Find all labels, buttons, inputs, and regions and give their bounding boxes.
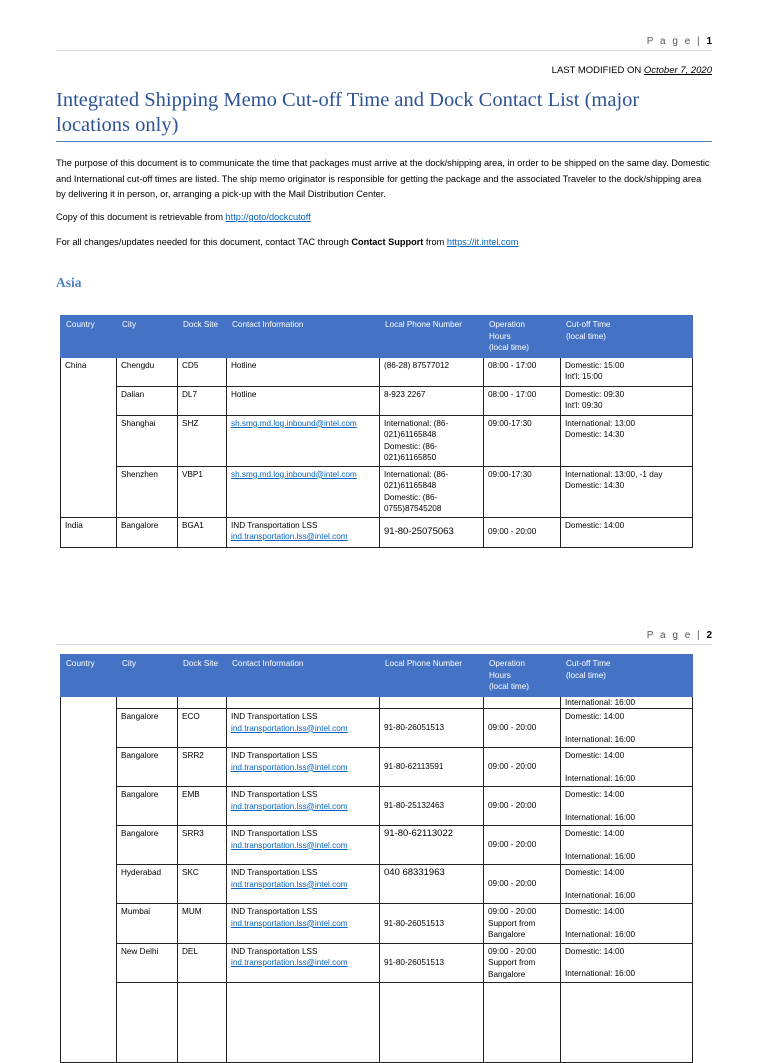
cell-dock-site: SRR2 [178, 748, 227, 787]
title-rule [56, 141, 712, 142]
phone-line: 8-923 2267 [384, 389, 426, 399]
cell-city: Bangalore [117, 826, 178, 865]
contact-email-link[interactable]: ind.transportation.lss@intel.com [231, 879, 348, 889]
cell-city: Shanghai [117, 415, 178, 466]
hours-line: Support from [488, 958, 536, 967]
hours-line: 08:00 - 17:00 [488, 389, 537, 399]
cell-city: Bangalore [117, 787, 178, 826]
cell-cutoff [561, 415, 693, 466]
copy-paragraph [56, 210, 712, 226]
cutoff-international: International: 16:00 [565, 734, 636, 744]
cell-contact [227, 415, 380, 466]
hours-line: 08:00 - 17:00 [488, 360, 537, 370]
phone-line: International: (86- [384, 418, 449, 428]
cell-phone: 91-80-26051513 [380, 904, 484, 944]
cell-cutoff [561, 466, 693, 517]
contact-name: IND Transportation LSS [231, 751, 318, 760]
page-label: P a g e | [646, 36, 702, 47]
cell-cutoff: International: 16:00 [561, 696, 693, 709]
header-country: Country [61, 316, 117, 358]
table-row [61, 787, 693, 826]
cutoff-line: Domestic: 14:00 [565, 520, 625, 530]
cell-contact [227, 357, 380, 386]
contact-name: Hotline [231, 360, 257, 370]
cell-empty [484, 983, 561, 1063]
cell-city: Hyderabad [117, 865, 178, 904]
dockcutoff-link[interactable]: http://goto/dockcutoff [225, 212, 311, 222]
contact-email-link[interactable]: ind.transportation.lss@intel.com [231, 532, 348, 541]
cell-hours [484, 865, 561, 904]
cell-empty [380, 983, 484, 1063]
contact-name: IND Transportation LSS [231, 829, 318, 838]
cell-cutoff [561, 709, 693, 748]
phone-line: Domestic: (86- [384, 441, 438, 451]
contact-email-link[interactable]: ind.transportation.lss@intel.com [231, 723, 348, 733]
table-header-row [61, 655, 693, 697]
header-contact: Contact Information [227, 655, 380, 697]
cutoff-line: Domestic: 15:00 [565, 360, 625, 370]
header-dock-site: Dock Site [178, 655, 227, 697]
cell-empty [227, 983, 380, 1063]
header-phone: Local Phone Number [380, 655, 484, 697]
cell-hours [484, 466, 561, 517]
phone-line: Domestic: (86- [384, 492, 438, 502]
table-row-empty [61, 983, 693, 1063]
header-hours-line: (local time) [489, 682, 530, 691]
header-cutoff-line: Cut-off Time [566, 659, 611, 668]
cell-city: Mumbai [117, 904, 178, 944]
phone-line: 021)61165850 [384, 453, 437, 462]
header-hours [484, 655, 561, 697]
intro-paragraph: The purpose of this document is to communicate the time that packages must arrive at the dock/shipping area, in order to be shipped on the same day. Domestic and International cut-off times are listed. The ship memo originator is responsible for getting the package and the associated Traveler to the dock/shipping area by delivering it in person, or, arranging a pick-up with the Mail Distribution Center. [56, 158, 710, 199]
contact-name: IND Transportation LSS [231, 868, 318, 877]
table-row [61, 904, 693, 944]
cell-phone [380, 386, 484, 415]
cell-contact [227, 826, 380, 865]
table-row [61, 357, 693, 386]
header-cutoff-line: Cut-off Time [566, 320, 611, 329]
cutoff-spacer [565, 723, 688, 734]
cell-contact [227, 466, 380, 517]
cell-dock-site: DL7 [178, 386, 227, 415]
cell-dock-site: VBP1 [178, 466, 227, 517]
asia-dock-table [60, 315, 693, 548]
cell-city: Bangalore [117, 748, 178, 787]
header-cutoff-line: (local time) [566, 331, 607, 341]
hours-line: 09:00 - 20:00 [488, 840, 537, 850]
hours-line: 09:00 - 20:00 [488, 907, 537, 916]
cutoff-international: International: 16:00 [565, 890, 636, 900]
phone-line: 91-80-25075063 [384, 526, 454, 538]
contact-email-link[interactable]: sh.smg.md.log.inbound@intel.com [231, 469, 357, 479]
cell-cutoff [561, 517, 693, 547]
cutoff-domestic: Domestic: 14:00 [565, 907, 625, 916]
header-city: City [117, 316, 178, 358]
cell-contact [227, 748, 380, 787]
header-cutoff-line: (local time) [566, 670, 607, 680]
contact-email-link[interactable]: ind.transportation.lss@intel.com [231, 762, 348, 772]
page-number-value: 1 [706, 36, 712, 47]
table-row [61, 415, 693, 466]
header-dock-site: Dock Site [178, 316, 227, 358]
hours-line: 09:00-17:30 [488, 469, 532, 479]
phone-line: International: (86- [384, 469, 449, 479]
cutoff-spacer [565, 957, 688, 968]
cell-hours [484, 386, 561, 415]
page-number-1 [647, 36, 712, 47]
cutoff-international: International: 16:00 [565, 773, 636, 783]
cutoff-spacer [565, 801, 688, 812]
cell-empty [178, 983, 227, 1063]
table-row [61, 826, 693, 865]
cell-city: Bangalore [117, 517, 178, 547]
cutoff-line: International: 13:00 [565, 418, 636, 428]
contact-name: IND Transportation LSS [231, 712, 318, 721]
table-row [61, 865, 693, 904]
contact-email-link[interactable]: ind.transportation.lss@intel.com [231, 801, 348, 811]
cutoff-international: International: 16:00 [565, 851, 636, 861]
table-row-carry [61, 696, 693, 709]
cell-cutoff [561, 357, 693, 386]
changes-text-from: from [425, 237, 445, 247]
contact-name: Hotline [231, 389, 257, 399]
hours-line: 09:00 - 20:00 [488, 723, 537, 733]
header-hours-line: Operation [489, 659, 525, 668]
cell-contact [227, 386, 380, 415]
cell-dock-site: SRR3 [178, 826, 227, 865]
cutoff-domestic: Domestic: 14:00 [565, 751, 625, 760]
cell-dock-site: EMB [178, 787, 227, 826]
cell-country: India [61, 517, 117, 547]
cell-contact [227, 709, 380, 748]
last-modified-label: LAST MODIFIED ON [551, 65, 642, 76]
cell-cutoff [561, 386, 693, 415]
cell-phone [380, 415, 484, 466]
table-row [61, 386, 693, 415]
cutoff-international: International: 16:00 [565, 929, 636, 939]
hours-line: 09:00 - 20:00 [488, 527, 537, 537]
cell-hours [484, 415, 561, 466]
table-row [61, 466, 693, 517]
table-row [61, 517, 693, 547]
section-asia: Asia [56, 275, 82, 290]
changes-text: For all changes/updates needed for this document, contact TAC through [56, 237, 349, 247]
copy-text: Copy of this document is retrievable from [56, 212, 223, 222]
header-phone: Local Phone Number [380, 316, 484, 358]
india-dock-table [60, 654, 693, 1063]
cell-contact [227, 943, 380, 983]
cell-dock-site: DEL [178, 943, 227, 983]
cutoff-domestic: Domestic: 14:00 [565, 868, 625, 877]
cell-hours [484, 748, 561, 787]
table-row [61, 943, 693, 983]
contact-email-link[interactable]: ind.transportation.lss@intel.com [231, 840, 348, 850]
contact-email-link[interactable]: sh.smg.md.log.inbound@intel.com [231, 418, 357, 428]
hours-line: 09:00-17:30 [488, 418, 532, 428]
header-contact: Contact Information [227, 316, 380, 358]
document-title: Integrated Shipping Memo Cut-off Time and Dock Contact List (major locations only) [56, 89, 640, 136]
contact-email-link[interactable]: ind.transportation.lss@intel.com [231, 918, 348, 928]
cell-phone [380, 357, 484, 386]
cell-city: Chengdu [117, 357, 178, 386]
cell-phone: 91-80-62113591 [380, 748, 484, 787]
cutoff-international: International: 16:00 [565, 812, 636, 822]
header-hours-line: Operation [489, 320, 525, 329]
contact-name: IND Transportation LSS [231, 520, 318, 530]
cell-contact [227, 787, 380, 826]
cell-city: Dalian [117, 386, 178, 415]
contact-name: IND Transportation LSS [231, 946, 318, 956]
table-row [61, 748, 693, 787]
cell-city: Bangalore [117, 709, 178, 748]
cell-dock-site: CD5 [178, 357, 227, 386]
cell-phone: 040 68331963 [380, 865, 484, 904]
cell-city: Shenzhen [117, 466, 178, 517]
page-number-value: 2 [706, 630, 712, 641]
header-hours [484, 316, 561, 358]
cell-country [61, 696, 117, 1063]
cell-empty [117, 696, 178, 709]
cell-dock-site: SKC [178, 865, 227, 904]
cell-city: New Delhi [117, 943, 178, 983]
cell-cutoff [561, 943, 693, 983]
cell-dock-site: SHZ [178, 415, 227, 466]
table-header-row [61, 316, 693, 358]
cell-contact [227, 517, 380, 547]
contact-support-text: Contact Support [351, 237, 424, 247]
cutoff-line: Domestic: 09:30 [565, 389, 625, 399]
cutoff-domestic: Domestic: 14:00 [565, 790, 625, 799]
cell-phone [380, 466, 484, 517]
cell-phone [380, 517, 484, 547]
cutoff-line: International: 13:00, -1 day [565, 469, 663, 479]
contact-name: IND Transportation LSS [231, 907, 318, 916]
cutoff-domestic: Domestic: 14:00 [565, 829, 625, 838]
header-rule [56, 644, 712, 645]
cell-phone: 91-80-26051513 [380, 709, 484, 748]
last-modified-date: October 7, 2020 [643, 65, 712, 76]
cell-phone: 91-80-62113022 [380, 826, 484, 865]
cell-hours [484, 357, 561, 386]
header-country: Country [61, 655, 117, 697]
hours-line: 09:00 - 20:00 [488, 946, 537, 956]
hours-line: Bangalore [488, 969, 526, 979]
cell-hours [484, 904, 561, 944]
cutoff-international: International: 16:00 [565, 969, 636, 978]
cell-contact [227, 904, 380, 944]
cell-cutoff [561, 904, 693, 944]
cell-empty [227, 696, 380, 709]
cutoff-spacer [565, 918, 688, 929]
phone-line: 021)61165848 [384, 481, 437, 490]
hours-line: Support from [488, 918, 536, 928]
cell-cutoff [561, 787, 693, 826]
header-cutoff [561, 316, 693, 358]
cell-cutoff [561, 865, 693, 904]
cutoff-spacer [565, 879, 688, 890]
cutoff-line: Int'l: 09:30 [565, 401, 603, 410]
hours-line: 09:00 - 20:00 [488, 762, 537, 772]
cell-empty [484, 696, 561, 709]
phone-line: 021)61165848 [384, 430, 437, 439]
cell-phone: 91-80-25132463 [380, 787, 484, 826]
cutoff-domestic: Domestic: 14:00 [565, 712, 625, 721]
last-modified [552, 65, 712, 76]
cell-hours [484, 787, 561, 826]
header-rule [56, 50, 712, 51]
hours-line: 09:00 - 20:00 [488, 879, 537, 889]
cell-cutoff [561, 826, 693, 865]
contact-email-link[interactable]: ind.transportation.lss@intel.com [231, 958, 348, 967]
cell-phone: 91-80-26051513 [380, 943, 484, 983]
phone-line: 0755)87545208 [384, 504, 442, 513]
header-hours-line: Hours [489, 670, 511, 680]
cell-dock-site: ECO [178, 709, 227, 748]
changes-paragraph [56, 235, 712, 251]
table-row [61, 709, 693, 748]
cutoff-domestic: Domestic: 14:00 [565, 946, 625, 956]
contact-name: IND Transportation LSS [231, 790, 318, 799]
cell-dock-site: MUM [178, 904, 227, 944]
cutoff-line: Domestic: 14:30 [565, 430, 625, 439]
cell-hours [484, 517, 561, 547]
cell-empty [117, 983, 178, 1063]
page-number-2 [647, 630, 712, 641]
phone-line: (86-28) 87577012 [384, 360, 450, 370]
header-hours-line: (local time) [489, 343, 530, 352]
page-label: P a g e | [646, 630, 702, 641]
header-cutoff [561, 655, 693, 697]
cell-country: China [61, 357, 117, 517]
cell-cutoff [561, 748, 693, 787]
cutoff-line: Int'l: 15:00 [565, 372, 603, 381]
cell-dock-site: BGA1 [178, 517, 227, 547]
cell-empty [178, 696, 227, 709]
hours-line: 09:00 - 20:00 [488, 801, 537, 811]
cell-hours [484, 826, 561, 865]
cell-hours [484, 709, 561, 748]
cutoff-spacer [565, 762, 688, 773]
cell-empty [380, 696, 484, 709]
hours-line: Bangalore [488, 930, 526, 939]
cell-empty [561, 983, 693, 1063]
cutoff-spacer [565, 840, 688, 851]
it-intel-link[interactable]: https://it.intel.com [446, 237, 519, 247]
cell-hours [484, 943, 561, 983]
cutoff-line: Domestic: 14:30 [565, 481, 625, 490]
header-hours-line: Hours [489, 331, 511, 341]
cell-contact [227, 865, 380, 904]
header-city: City [117, 655, 178, 697]
